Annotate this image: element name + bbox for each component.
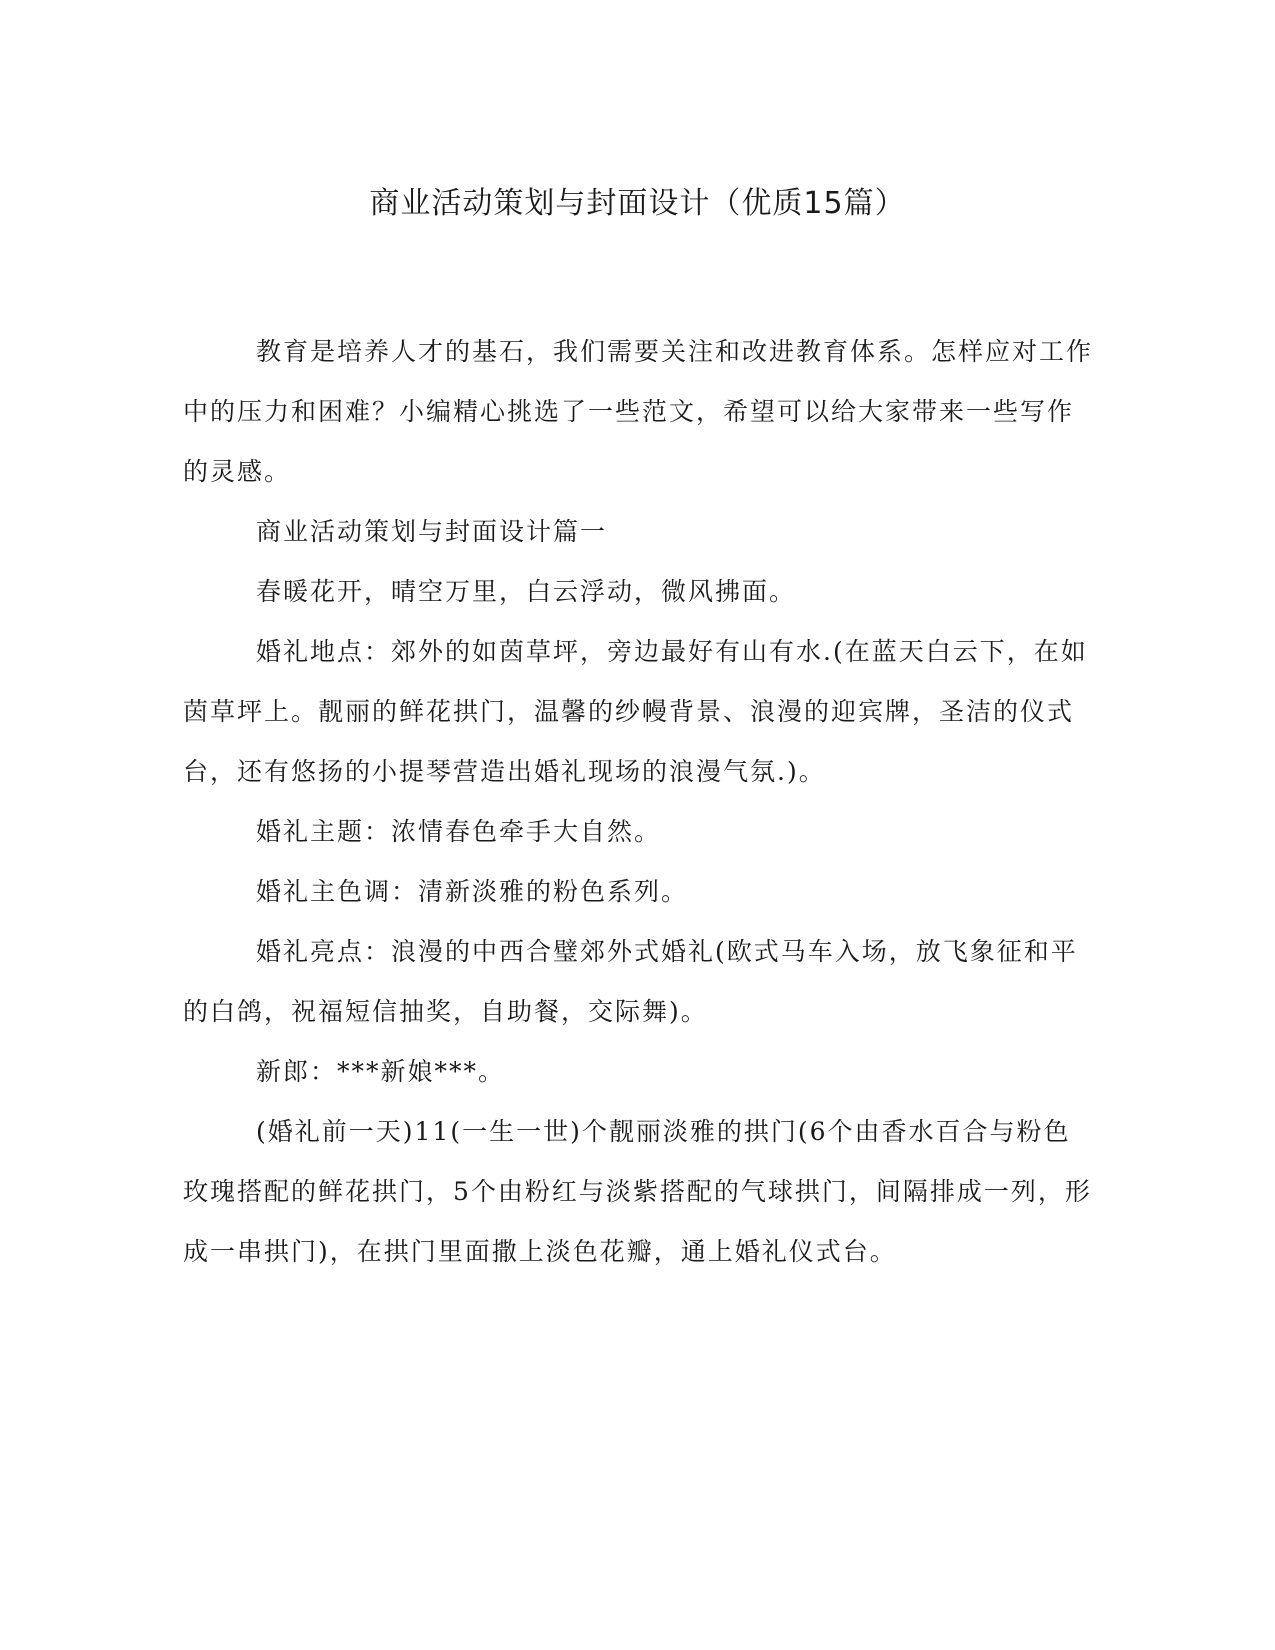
body-paragraph: (婚礼前一天)11(一生一世)个靓丽淡雅的拱门(6个由香水百合与粉色玫瑰搭配的鲜花拱门，5个由粉红与淡紫搭配的气球拱门，间隔排成一列，形成一串拱门)，在拱门里面撒上淡色花瓣，通上婚礼仪式台。 [183,1117,1092,1266]
body-paragraph: 婚礼主题：浓情春色牵手大自然。 [256,817,662,846]
body-paragraph: 春暖花开，晴空万里，白云浮动，微风拂面。 [256,577,797,606]
body-paragraph: 婚礼亮点：浪漫的中西合璧郊外式婚礼(欧式马车入场，放飞象征和平的白鸽，祝福短信抽奖，自助餐，交际舞)。 [183,937,1078,1026]
section-heading: 商业活动策划与封面设计篇一 [256,517,608,546]
intro-paragraph: 教育是培养人才的基石，我们需要关注和改进教育体系。怎样应对工作中的压力和困难？小编精心挑选了一些范文，希望可以给大家带来一些写作的灵感。 [183,337,1094,486]
body-paragraph: 婚礼主色调：清新淡雅的粉色系列。 [256,877,689,906]
document-body [183,322,1095,1282]
body-paragraph: 新郎：***新娘***。 [256,1057,506,1086]
document-title: 商业活动策划与封面设计（优质15篇） [369,186,906,221]
body-paragraph: 婚礼地点：郊外的如茵草坪，旁边最好有山有水.(在蓝天白云下，在如茵草坪上。靓丽的鲜花拱门，温馨的纱幔背景、浪漫的迎宾牌，圣洁的仪式台，还有悠扬的小提琴营造出婚礼现场的浪漫气氛.)。 [183,637,1088,786]
